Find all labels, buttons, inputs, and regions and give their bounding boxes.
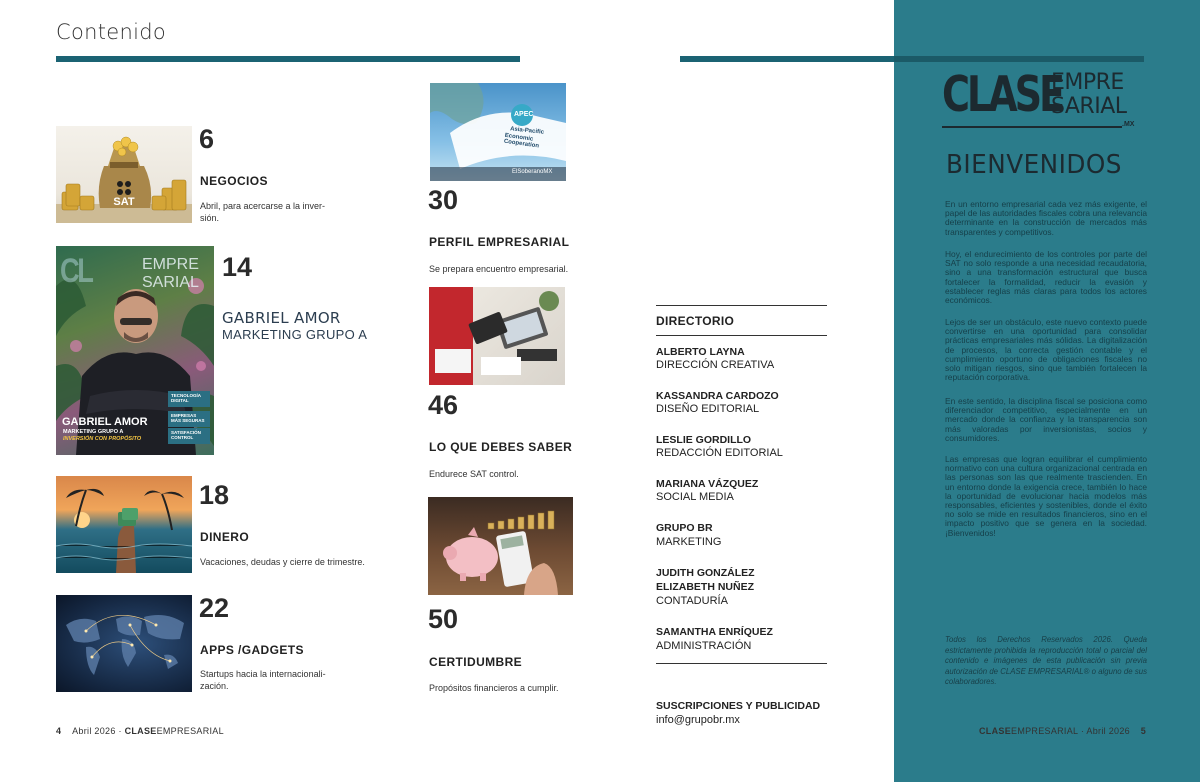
welcome-paragraph: Las empresas que logran equilibrar el cumplimiento normativo con una cultura organizacional centrada en las personas son las que realmente trascienden. En un entorno donde la exigencia crece, también lo hace la oportunidad de evolucionar hacia modelos más responsables, eficientes y sostenibles, donde el éxito no solo se mide en resultados financieros, sino en el impacto positivo que se genera en la sociedad. ¡Bienvenidos!	[945, 454, 1147, 538]
staff-name: MARIANA VÁZQUEZ	[656, 478, 759, 490]
footer-date: Abril 2026 ·	[72, 726, 122, 736]
footer-brand-bold: CLASE	[979, 726, 1012, 736]
cover-masthead-clase: CL	[60, 252, 92, 290]
cover-masthead-sarial: SARIAL	[142, 274, 199, 291]
piggy-bank-image	[428, 497, 573, 595]
cover-role: MARKETING GRUPO A	[63, 429, 124, 435]
logo-clase: CLASE	[942, 66, 1063, 123]
article-description: Startups hacia la internacionali-zación.	[200, 669, 326, 691]
section-title[interactable]: DINERO	[200, 530, 250, 544]
staff-name: ALBERTO LAYNA	[656, 346, 745, 358]
footer-brand: EMPRESARIAL	[1011, 726, 1079, 736]
saber-thumbnail[interactable]	[429, 287, 565, 385]
profile-role: MARKETING GRUPO A	[222, 327, 368, 342]
apec-flag-image	[430, 83, 566, 181]
section-title[interactable]: APPS /GADGETS	[200, 643, 304, 657]
cover-name: GABRIEL AMOR	[62, 416, 148, 428]
welcome-paragraph: Hoy, el endurecimiento de los controles por parte del SAT no solo responde a una necesidad recaudatoria, sino a una transformación estructural que busca fortalecer la formalidad, reducir la evasión y establecer reglas más claras para todos los actores económicos.	[945, 249, 1147, 306]
directory-heading: DIRECTORIO	[656, 314, 735, 328]
logo-mx: .MX	[1122, 121, 1135, 128]
footer-brand: EMPRESARIAL	[156, 726, 224, 736]
perfil-thumbnail[interactable]	[430, 83, 566, 181]
article-description: Vacaciones, deudas y cierre de trimestre.	[200, 557, 365, 567]
profile-name[interactable]: GABRIEL AMOR	[222, 309, 341, 327]
staff-name: JUDITH GONZÁLEZ	[656, 567, 755, 579]
cover-masthead-empre: EMPRE	[142, 256, 199, 273]
world-map-image	[56, 595, 192, 692]
article-description: Endurece SAT control.	[429, 469, 519, 479]
staff-name: GRUPO BR	[656, 522, 713, 534]
page-number: 46	[428, 390, 459, 420]
page-number: 18	[199, 480, 230, 510]
logo-sarial: SARIAL	[1051, 94, 1127, 119]
article-description: Abril, para acercarse a la inver-sión.	[200, 201, 326, 223]
page-number: 22	[199, 593, 230, 623]
page-number: 50	[428, 604, 459, 634]
logo-empre: EMPRE	[1051, 70, 1124, 95]
welcome-paragraph: En este sentido, la disciplina fiscal se posiciona como diferenciador competitivo, especialmente en un mercado donde la confianza y la transparencia son más valoradas por inversionistas, socios y consumidores.	[945, 396, 1147, 443]
section-title[interactable]: LO QUE DEBES SABER	[429, 440, 573, 454]
section-title[interactable]: CERTIDUMBRE	[429, 655, 523, 669]
divider-rule	[56, 56, 520, 62]
staff-role: CONTADURÍA	[656, 595, 728, 607]
staff-name: ELIZABETH NUÑEZ	[656, 581, 754, 593]
welcome-heading: BIENVENIDOS	[946, 150, 1122, 180]
social-handle: ElSoberanoMX	[512, 169, 553, 175]
cover-side-box: EMPRESAS MÁS SEGURAS	[168, 411, 210, 427]
rights-notice: Todos los Derechos Reservados 2026. Queda estrictamente prohibida la reproducción total o parcial del contenido e imágenes de esta publicación sin previa autorización de CLASE EMPRESARIAL® o alguno de sus colaboradores.	[945, 635, 1147, 686]
cover-side-box: SATISFACIÓN CONTROL	[168, 428, 210, 444]
flag-text: Economic Cooperation	[503, 132, 540, 150]
page-number: 6	[199, 124, 215, 154]
staff-role: DIRECCIÓN CREATIVA	[656, 359, 775, 371]
tablet-image	[429, 287, 565, 385]
divider-rule	[680, 56, 894, 62]
staff-role: MARKETING	[656, 536, 722, 548]
divider-rule	[656, 335, 827, 336]
flag-text: Asia-Pacific	[509, 126, 545, 136]
staff-name: LESLIE GORDILLO	[656, 434, 752, 446]
footer-page-number: 4	[56, 726, 62, 736]
section-title[interactable]: NEGOCIOS	[200, 174, 268, 188]
negocios-thumbnail[interactable]	[56, 126, 192, 223]
staff-role: ADMINISTRACIÓN	[656, 640, 752, 652]
logo-underline	[942, 126, 1122, 128]
page-title: Contenido	[56, 20, 166, 44]
cover-side-box: TECNOLOGÍA DIGITAL	[168, 391, 210, 407]
section-title[interactable]: PERFIL EMPRESARIAL	[429, 235, 570, 249]
dinero-thumbnail[interactable]	[56, 476, 192, 573]
footer-date: · Abril 2026	[1080, 726, 1130, 736]
staff-role: REDACCIÓN EDITORIAL	[656, 447, 783, 459]
footer-page-number: 5	[1140, 726, 1147, 736]
welcome-paragraph: En un entorno empresarial cada vez más exigente, el papel de las autoridades fiscales cobra una relevancia determinante en la construcción de mercados más transparentes y competitivos.	[945, 199, 1147, 237]
apec-logo: APEC	[514, 111, 534, 118]
apps-thumbnail[interactable]	[56, 595, 192, 692]
magazine-logo	[942, 68, 1142, 132]
sat-label: SAT	[113, 196, 135, 208]
subscriptions-heading: SUSCRIPCIONES Y PUBLICIDAD	[656, 700, 821, 712]
footer-brand-bold: CLASE	[124, 726, 157, 736]
page-number: 14	[222, 252, 253, 282]
staff-role: SOCIAL MEDIA	[656, 491, 734, 503]
footer-right	[979, 726, 1146, 736]
divider-rule	[656, 305, 827, 306]
cover-thumbnail[interactable]	[56, 246, 214, 455]
divider-rule	[894, 56, 1144, 62]
staff-name: SAMANTHA ENRÍQUEZ	[656, 626, 773, 638]
divider-rule	[656, 663, 827, 664]
certidumbre-thumbnail[interactable]	[428, 497, 573, 595]
money-bag-image	[56, 126, 192, 223]
beach-image	[56, 476, 192, 573]
article-description: Se prepara encuentro empresarial.	[429, 264, 569, 274]
staff-role: DISEÑO EDITORIAL	[656, 403, 760, 415]
contact-email[interactable]: info@grupobr.mx	[656, 714, 740, 726]
article-description: Propósitos financieros a cumplir.	[429, 683, 559, 693]
welcome-paragraph: Lejos de ser un obstáculo, este nuevo contexto puede convertirse en una oportunidad para consolidar prácticas empresariales más sólidas. La digitalización de procesos, la correcta gestión contable y el cumplimiento oportuno de obligaciones fiscales no solo mitigan riesgos, sino que también fortalecen la reputación corporativa.	[945, 317, 1147, 383]
staff-name: KASSANDRA CARDOZO	[656, 390, 779, 402]
footer-left	[56, 726, 224, 736]
cover-tagline: INVERSIÓN CON PROPÓSITO	[63, 436, 142, 442]
page-number: 30	[428, 185, 459, 215]
